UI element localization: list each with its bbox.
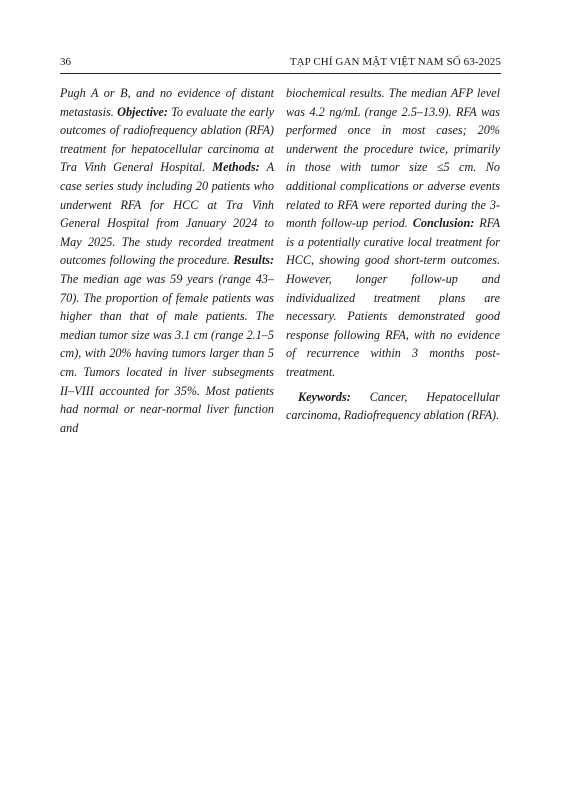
keywords-text: Cancer, Hepatocellular carcinoma, Radiofrequency ablation (RFA). <box>286 389 501 423</box>
page-header <box>60 56 501 76</box>
keywords-label: Keywords: <box>298 389 351 404</box>
abstract-left-column <box>60 84 274 437</box>
abstract-intro: Pugh A or B, and no evidence of distant metastasis. <box>60 86 274 119</box>
conclusion-label: Conclusion: <box>412 216 475 231</box>
abstract-paragraph-left <box>60 84 274 437</box>
methods-text: A case series study including 20 patients who underwent RFA for HCC at Tra Vinh General Hospital from January 2024 to May 2025. The study recorded treatment outcomes following the procedure. <box>60 160 275 268</box>
objective-label: Objective: <box>117 104 168 119</box>
journal-title: TẠP CHÍ GAN MẬT VIỆT NAM SỐ 63-2025 <box>289 56 501 68</box>
objective-text: To evaluate the early outcomes of radiofrequency ablation (RFA) treatment for hepatocellular carcinoma at Tra Vinh General Hospital. <box>60 104 275 175</box>
results-label: Results: <box>233 253 275 268</box>
abstract-right-column <box>286 84 500 425</box>
results-text-left: The median age was 59 years (range 43–70). The proportion of female patients was higher than that of male patients. The median tumor size was 3.1 cm (range 2.1–5 cm), with 20% having tumors larger than 5 cm. Tumors located in liver subsegments II–VIII accounted for 35%. Most patients had normal or near-normal liver function and <box>60 271 274 435</box>
conclusion-text: RFA is a potentially curative local treatment for HCC, showing good short-term outcomes. However, longer follow-up and individualized treatment plans are necessary. Patients demonstrated good response following RFA, with no evidence of recurrence within 3 months post-treatment. <box>286 216 501 379</box>
page-number: 36 <box>60 56 71 68</box>
abstract-paragraph-right <box>286 84 500 382</box>
keywords-paragraph <box>286 388 500 425</box>
header-rule <box>60 73 501 74</box>
methods-label: Methods: <box>212 160 260 175</box>
results-text-right: biochemical results. The median AFP level was 4.2 ng/mL (range 2.5–13.9). RFA was performed once in most cases; 20% underwent the procedure twice, primarily in those with tumor size ≤5 cm. No additional complications or adverse events related to RFA were reported during the 3-month follow-up period. <box>286 86 500 231</box>
